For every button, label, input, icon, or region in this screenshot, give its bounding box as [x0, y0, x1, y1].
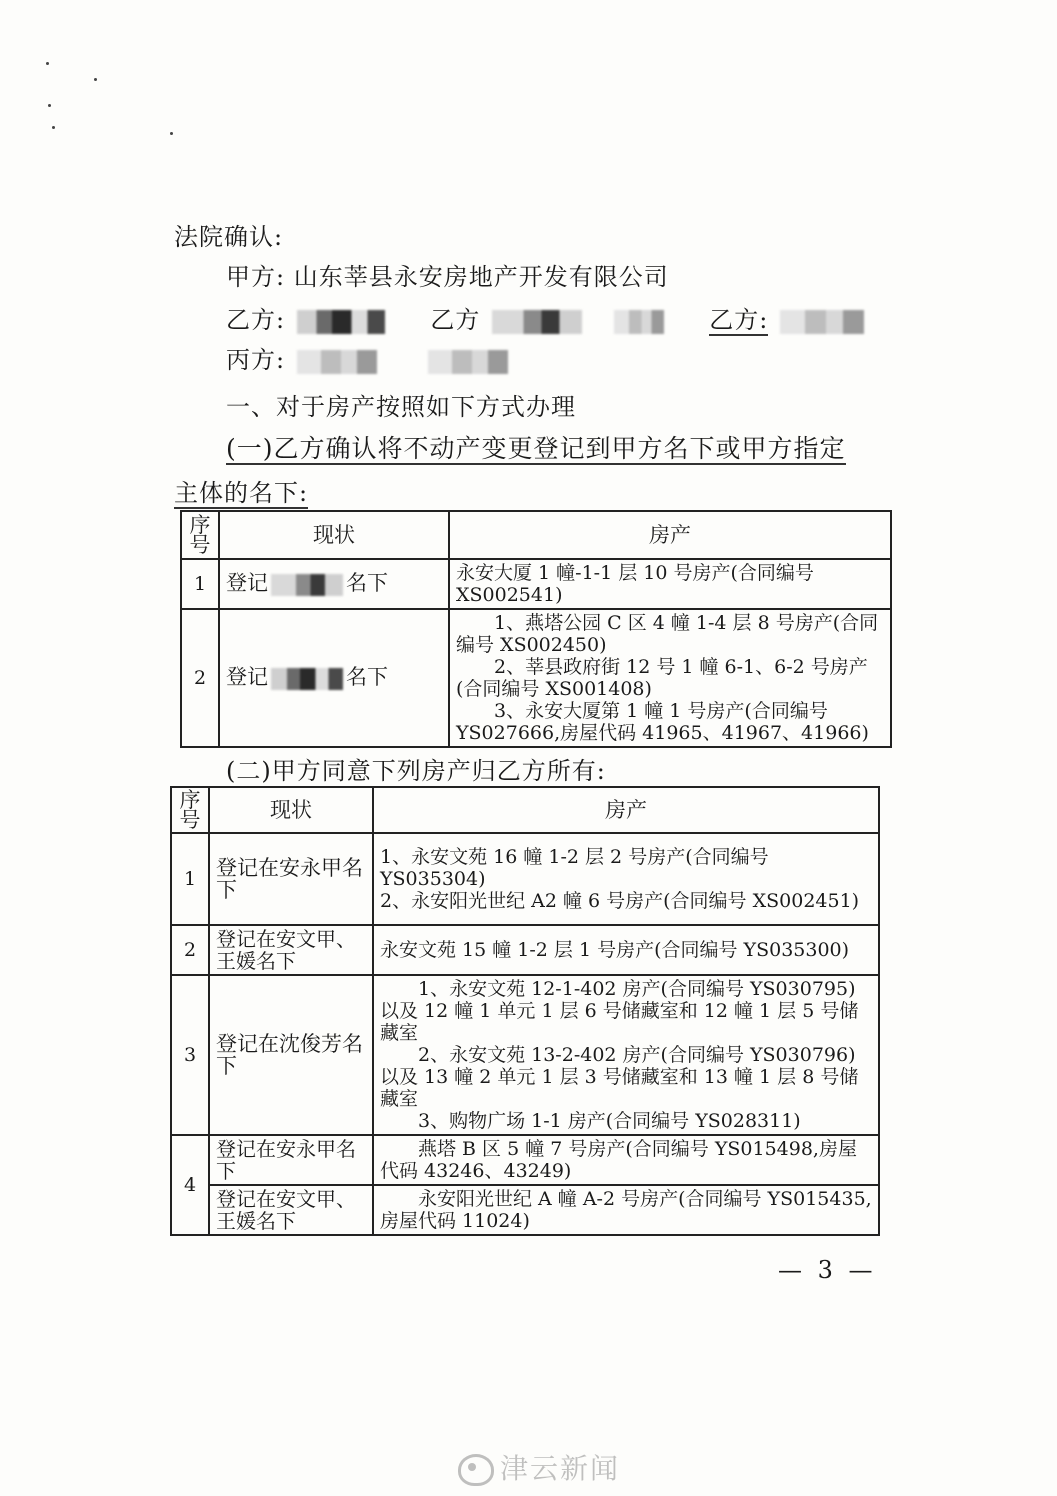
property-item: 2、永安阳光世纪 A2 幢 6 号房产(合同编号 XS002451) [380, 890, 860, 912]
section1-sub1-line1 [226, 434, 846, 464]
watermark [458, 1447, 620, 1487]
table-row [181, 609, 891, 747]
property-item: 2、莘县政府街 12 号 1 幢 6-1、6-2 号房产(合同编号 XS001408) [456, 656, 868, 700]
party-c-line [226, 345, 511, 375]
table-header-row [171, 787, 879, 833]
page-number: — 3 — [778, 1256, 877, 1284]
redacted-name [297, 310, 385, 334]
scan-speck [170, 132, 173, 135]
seq-header: 序号 [171, 787, 209, 833]
row-status [219, 609, 449, 747]
row-property [373, 833, 879, 925]
transfer-to-party-b-table [170, 786, 880, 1236]
redacted-name [492, 310, 582, 334]
row-seq: 1 [181, 559, 219, 609]
section1-sub1-text: (一)乙方确认将不动产变更登记到甲方名下或甲方指定 [226, 434, 846, 463]
row-seq: 2 [181, 609, 219, 747]
court-confirm-heading: 法院确认: [174, 223, 284, 251]
property-item: 1、永安文苑 12-1-402 房产(合同编号 YS030795)以及 12 幢 1 单元 1 层 6 号储藏室和 12 幢 1 层 5 号储藏室 [380, 978, 859, 1044]
row-property [373, 1185, 879, 1235]
table-row [171, 925, 879, 975]
property-item: 永安文苑 15 幢 1-2 层 1 号房产(合同编号 YS035300) [380, 939, 850, 961]
table-row [171, 1185, 879, 1235]
scan-speck [46, 62, 49, 65]
party-a-name: 山东莘县永安房地产开发有限公司 [293, 263, 669, 291]
party-c-label: 丙方: [226, 346, 286, 374]
row-status: 登记在安文甲、王媛名下 [209, 925, 373, 975]
property-header: 房产 [373, 787, 879, 833]
property-item: 燕塔 B 区 5 幢 7 号房产(合同编号 YS015498,房屋代码 43246、43249) [380, 1138, 857, 1182]
scan-speck [48, 104, 51, 107]
section1-sub1-line2 [174, 478, 308, 508]
property-item: 1、永安文苑 16 幢 1-2 层 2 号房产(合同编号 YS035304) [380, 846, 769, 890]
scan-speck [52, 126, 55, 129]
party-a-line [226, 262, 669, 292]
party-b-line [226, 305, 867, 335]
scan-speck [94, 78, 97, 81]
redacted-name [271, 668, 343, 690]
transfer-to-party-a-table [180, 510, 892, 748]
status-suffix: 名下 [346, 665, 388, 690]
table-row [171, 975, 879, 1135]
section2-heading: (二)甲方同意下列房产归乙方所有: [226, 757, 606, 785]
status-header: 现状 [219, 511, 449, 559]
section1-heading: 一、对于房产按照如下方式办理 [226, 393, 576, 421]
row-property [449, 559, 891, 609]
row-status: 登记在安永甲名下 [209, 1135, 373, 1185]
property-item: 永安阳光世纪 A 幢 A-2 号房产(合同编号 YS015435,房屋代码 11024) [380, 1188, 872, 1232]
table-row [171, 1135, 879, 1185]
weibo-logo-icon [458, 1454, 494, 1486]
redacted-name [428, 350, 508, 374]
status-prefix: 登记 [226, 665, 268, 690]
row-seq: 1 [171, 833, 209, 925]
row-seq: 2 [171, 925, 209, 975]
property-item: 永安大厦 1 幢-1-1 层 10 号房产(合同编号 XS002541) [456, 562, 814, 606]
status-suffix: 名下 [346, 571, 388, 596]
row-property [449, 609, 891, 747]
redacted-name [297, 350, 377, 374]
seq-header: 序号 [181, 511, 219, 559]
party-a-label: 甲方: [226, 263, 286, 291]
row-status: 登记在安文甲、王媛名下 [209, 1185, 373, 1235]
watermark-text: 津云新闻 [500, 1452, 621, 1485]
property-item: 3、购物广场 1-1 房产(合同编号 YS028311) [418, 1110, 801, 1132]
status-header: 现状 [209, 787, 373, 833]
property-header: 房产 [449, 511, 891, 559]
row-status: 登记在沈俊芳名下 [209, 975, 373, 1135]
table-row [171, 833, 879, 925]
property-item: 1、燕塔公园 C 区 4 幢 1-4 层 8 号房产(合同编号 XS002450) [456, 612, 879, 656]
property-item: 2、永安文苑 13-2-402 房产(合同编号 YS030796)以及 13 幢 2 单元 1 层 3 号储藏室和 13 幢 1 层 8 号储藏室 [380, 1044, 859, 1110]
row-seq: 3 [171, 975, 209, 1135]
table-row [181, 559, 891, 609]
status-prefix: 登记 [226, 571, 268, 596]
redacted-name [271, 574, 343, 596]
party-b-label: 乙方: [226, 306, 286, 334]
row-property [373, 1135, 879, 1185]
redacted-name [780, 310, 864, 334]
section1-sub1-text: 主体的名下: [174, 479, 309, 507]
redacted-name [614, 310, 664, 334]
property-item: 3、永安大厦第 1 幢 1 号房产(合同编号 YS027666,房屋代码 41965、41967、41966) [456, 700, 869, 744]
table-header-row [181, 511, 891, 559]
row-status [219, 559, 449, 609]
party-b-label: 乙方 [430, 306, 481, 334]
party-b-label: 乙方: [709, 306, 769, 334]
row-seq: 4 [171, 1135, 209, 1235]
row-property [373, 975, 879, 1135]
row-status: 登记在安永甲名下 [209, 833, 373, 925]
row-property [373, 925, 879, 975]
